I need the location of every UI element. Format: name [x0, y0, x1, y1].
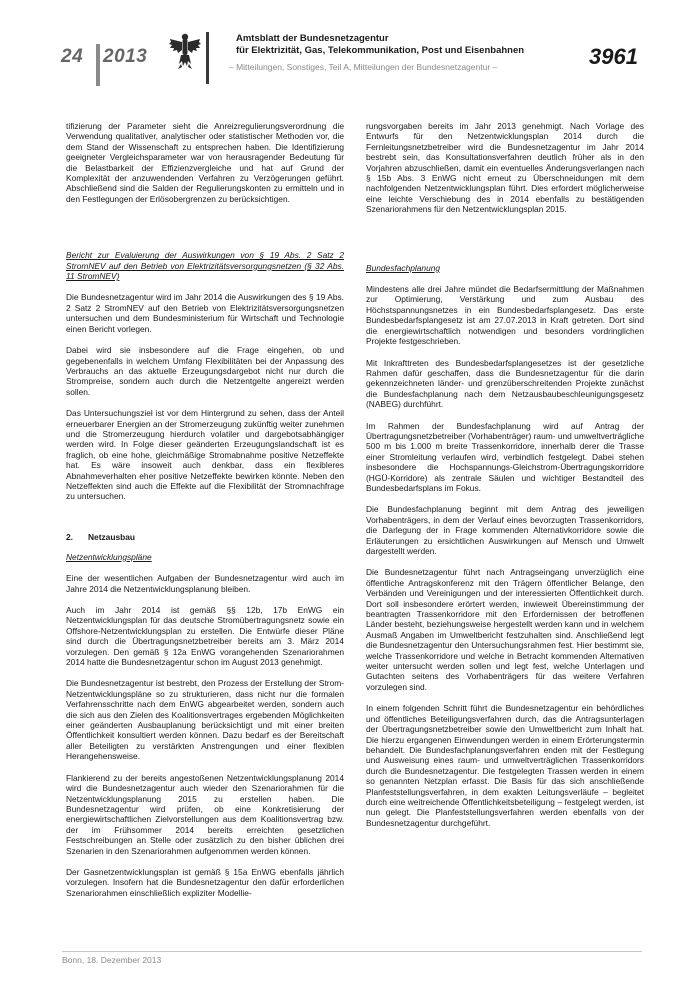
- paragraph: Das Untersuchungsziel ist vor dem Hintergrund zu sehen, dass der Anteil erneuerbarer Energien an der Stromerzeugung zukünftig weiter zunehmen und die Stromerzeugung hierdurch volatiler und dargebotsabhängiger werden wird. In Folge dieser geänderten Erzeugungslandschaft ist es fraglich, ob eine hohe, gleichmäßige Stromabnahme positive Netzeffekte hat. Es wäre insoweit auch denkbar, dass ein flexibleres Abnahmeverhalten eher positive Netzeffekte bewirken könnte. Neben den Netzeffekten sind auch die Effekte auf die Flexibilität der Stromnachfrage zu untersuchen.: [66, 408, 344, 502]
- paragraph: Die Bundesnetzagentur wird im Jahr 2014 die Auswirkungen des § 19 Abs. 2 Satz 2 StromNEV auf den Betrieb von Elektrizitätsversorgungsnetzen untersuchen und dem Bundesministerium für Wirtschaft und Technologie einen Bericht vorlegen.: [66, 292, 344, 334]
- journal-title-line1: Amtsblatt der Bundesnetzagentur: [236, 33, 389, 44]
- header-divider-bar: [96, 44, 100, 86]
- subheading: Netzentwicklungspläne: [66, 551, 152, 562]
- paragraph: Flankierend zu der bereits angestoßenen Netzentwicklungsplanung 2014 wird die Bundesnetzagentur auch wieder den Szenariorahmen für die Netzentwicklungsplanung 2015 zu erstellen haben. Die Bundesnetzagentur wird prüfen, ob eine Konkretisierung der energiewirtschaftlichen Zielvorstellungen aus dem Koalitionsvertrag bzw. der im Frühsommer 2014 bereits erreichten gesetzlichen Festschreibungen an Stelle oder zusätzlich zu den bisher üblichen drei Szenarien in den Szenariorahmen aufgenommen werden können.: [66, 772, 344, 856]
- paragraph: Mit Inkrafttreten des Bundesbedarfsplangesetzes ist der gesetzliche Rahmen dafür geschaffen, dass die Bundesnetzagentur für die darin gekennzeichneten länder- und grenzüberschreitenden Projekte zunächst die Bundesfachplanung nach dem Netzausbaubeschleunigungsgesetz (NABEG) durchführt.: [366, 357, 644, 410]
- subheading: Bundesfachplanung: [366, 262, 441, 273]
- page-number: 3961: [589, 44, 638, 69]
- paragraph: Die Bundesfachplanung beginnt mit dem Antrag des jeweiligen Vorhabenträgers, in dem der Verlauf eines bevorzugten Trassenkorridors, die Darlegung der in Frage kommenden Alternativkorridore sowie die Erläuterungen zu ersichtlichen Auswirkungen auf Mensch und Umwelt dargestellt werden.: [366, 504, 644, 556]
- paragraph: Der Gasnetzentwicklungsplan ist gemäß § 15a EnWG ebenfalls jährlich vorzulegen. Insofern hat die Bundesnetzagentur den dafür erforderlichen Szenariorahmen einschließlich expliziter Modellie-: [66, 866, 344, 898]
- section-subtitle: – Mitteilungen, Sonstiges, Teil A, Mitteilungen der Bundesnetzagentur –: [229, 62, 498, 72]
- paragraph: Eine der wesentlichen Aufgaben der Bundesnetzagentur wird auch im Jahre 2014 die Netzentwicklungsplanung bleiben.: [66, 573, 344, 594]
- section-number: 2.: [66, 531, 73, 542]
- paragraph: Die Bundesnetzagentur ist bestrebt, den Prozess der Erstellung der Strom-Netzentwicklungspläne so zu strukturieren, dass nicht nur die formalen Verfahrensschritte nach dem EnWG abgearbeitet werden, sondern auch die sich aus den Zielen des Koalitionsvertrages ergebenden Möglichkeiten einer geänderten Ausbauplanung berücksichtigt und mit einer breiten Öffentlichkeit konsultiert werden können. Dazu bedarf es der Bereitschaft aller Beteiligten zu verstärkten Anstrengungen und einer flexiblen Herangehensweise.: [66, 678, 344, 762]
- paragraph: Im Rahmen der Bundesfachplanung wird auf Antrag der Übertragungsnetzbetreiber (Vorhabenträger) raum- und umweltverträgliche 500 m bis 1.000 m breite Trassenkorridore, innerhalb derer die Trasse einer Stromleitung verlaufen wird, verbindlich festgelegt. Dabei stehen insbesondere die Hochspannungs-Gleichstrom-Übertragungskorridore (HGÜ-Korridore) als zentrale Säulen und wichtiger Bestandteil des Bundesbedarfsplans im Fokus.: [366, 420, 644, 493]
- footer-place-date: Bonn, 18. Dezember 2013: [62, 955, 162, 965]
- journal-title-line2: für Elektrizität, Gas, Telekommunikation, Post und Eisenbahnen: [236, 44, 525, 56]
- right-column: [366, 121, 644, 839]
- section-title: Netzausbau: [88, 531, 136, 542]
- paragraph: Mindestens alle drei Jahre mündet die Bedarfsermittlung der Maßnahmen zur Optimierung, Verstärkung und zum Ausbau des Höchstspannungsnetzes in ein Bundesbedarfsplangesetz. Das erste Bundesbedarfsplangesetz ist am 27.07.2013 in Kraft getreten. Dort sind die energiewirtschaftlich notwendigen und besonders vordringlichen Projekte festgeschrieben.: [366, 284, 644, 347]
- paragraph: Auch im Jahr 2014 ist gemäß §§ 12b, 17b EnWG ein Netzentwicklungsplan für das deutsche Stromübertragungsnetz sowie ein Offshore-Netzentwicklungsplan zu erstellen. Die Entwürfe dieser Pläne sind durch die Übertragungsnetzbetreiber bereits am 3. März 2014 vorzulegen. Den gemäß § 12a EnWG vorangehenden Szenariorahmen 2014 hatte die Bundesnetzagentur schon im August 2013 genehmigt.: [66, 605, 344, 668]
- paragraph: Dabei wird sie insbesondere auf die Frage eingehen, ob und gegebenenfalls in welchem Umfang Flexibilitäten bei der Anpassung des Verbrauchs an das aktuelle Erzeugungsdargebot nicht nur durch die Strompreise, sondern auch durch die Netzentgelte angereizt werden sollen.: [66, 345, 344, 397]
- paragraph: tifizierung der Parameter sieht die Anreizregulierungsverordnung die Verwendung qualitativer, analytischer oder statistischer Methoden vor, die dem Stand der Wissenschaft zu entsprechen haben. Die Identifizierung geeigneter Vergleichsparameter war von herausragender Bedeutung für die Belastbarkeit der Effizienzvergleiche und hat auf Grund der Komplexität der anzuwendenden Verfahren zu Verzögerungen geführt. Abschließend sind die Salden der Regulierungskonten zu ermitteln und in den Festlegungen der Erlösobergrenzen zu berücksichtigen.: [66, 121, 344, 204]
- paragraph: In einem folgenden Schritt führt die Bundesnetzagentur ein behördliches und öffentliches Beteiligungsverfahren durch, das die Antragsunterlagen der Übertragungsnetzbetreiber sowie den Umweltbericht zum Inhalt hat. Die hierzu ergangenen Einwendungen werden in einem Erörterungstermin behandelt. Die Bundesfachplanungsverfahren enden mit der Festlegung und Ausweisung eines raum- und umweltverträglichen Trassenkorridors durch die Bundesnetzagentur. Die festgelegten Trassen werden in einem so genannten Netzplan erfasst. Die Basis für das sich anschließende Planfeststellungsverfahren, in dem exakten Leitungsverläufe – begleitet durch eine weitreichende Öffentlichkeitsbeteiligung – festgelegt werden, ist nun gelegt. Die Planfeststellungsverfahren werden ebenfalls von der Bundesnetzagentur durchgeführt.: [366, 703, 644, 828]
- report-heading: Bericht zur Evaluierung der Auswirkungen von § 19 Abs. 2 Satz 2 StromNEV auf den Betrieb von Elektrizitätsversorgungsnetzen (§ 32 Abs. 11 StromNEV): [66, 250, 344, 282]
- journal-title: [236, 33, 524, 56]
- section-heading: [66, 532, 344, 542]
- paragraph: Die Bundesnetzagentur führt nach Antragseingang unverzüglich eine öffentliche Antragskonferenz mit den Trägern öffentlicher Belange, den Verbänden und Vereinigungen und der interessierten Öffentlichkeit durch. Dort soll insbesondere erörtert werden, inwieweit Übereinstimmung der beantragten Trassenkorridore mit den Erfordernissen der betroffenen Länder besteht, beziehungsweise hergestellt werden kann und in welchem Ausmaß Angaben im Umweltbericht festzuhalten sind. Anschließend legt die Bundesnetzagentur den Untersuchungsrahmen fest. Hier bestimmt sie, welche Trassenkorridore und welche in Betracht kommenden Alternativen weiter untersucht werden sollen und legt fest, welche Unterlagen und Gutachten seitens des Vorhabenträgers für das weitere Verfahren vorzulegen sind.: [366, 567, 644, 692]
- issue-number: 24: [61, 46, 84, 67]
- issue-year: 2013: [103, 46, 148, 67]
- paragraph: rungsvorgaben bereits im Jahr 2013 genehmigt. Nach Vorlage des Entwurfs für den Netzentwicklungsplan 2014 durch die Fernleitungsnetzbetreiber wird die Bundesnetzagentur im Jahr 2014 bestrebt sein, das Konsultationsverfahren deutlich früher als in den Vorjahren abzuschließen, damit ein eventuelles Änderungsverlangen nach § 15b Abs. 3 EnWG nicht erneut zu Überschneidungen mit dem nachfolgenden Netzentwicklungsplan führt. Dies erfordert möglicherweise eine leichte Verschiebung des in 2014 ebenfalls zu bestätigenden Szenariorahmens für den Netzentwicklungsplan 2015.: [366, 121, 644, 215]
- footer-divider: [62, 951, 642, 952]
- federal-eagle-icon: [168, 31, 202, 71]
- left-column: [66, 121, 344, 909]
- emblem-divider-bar: [206, 32, 209, 84]
